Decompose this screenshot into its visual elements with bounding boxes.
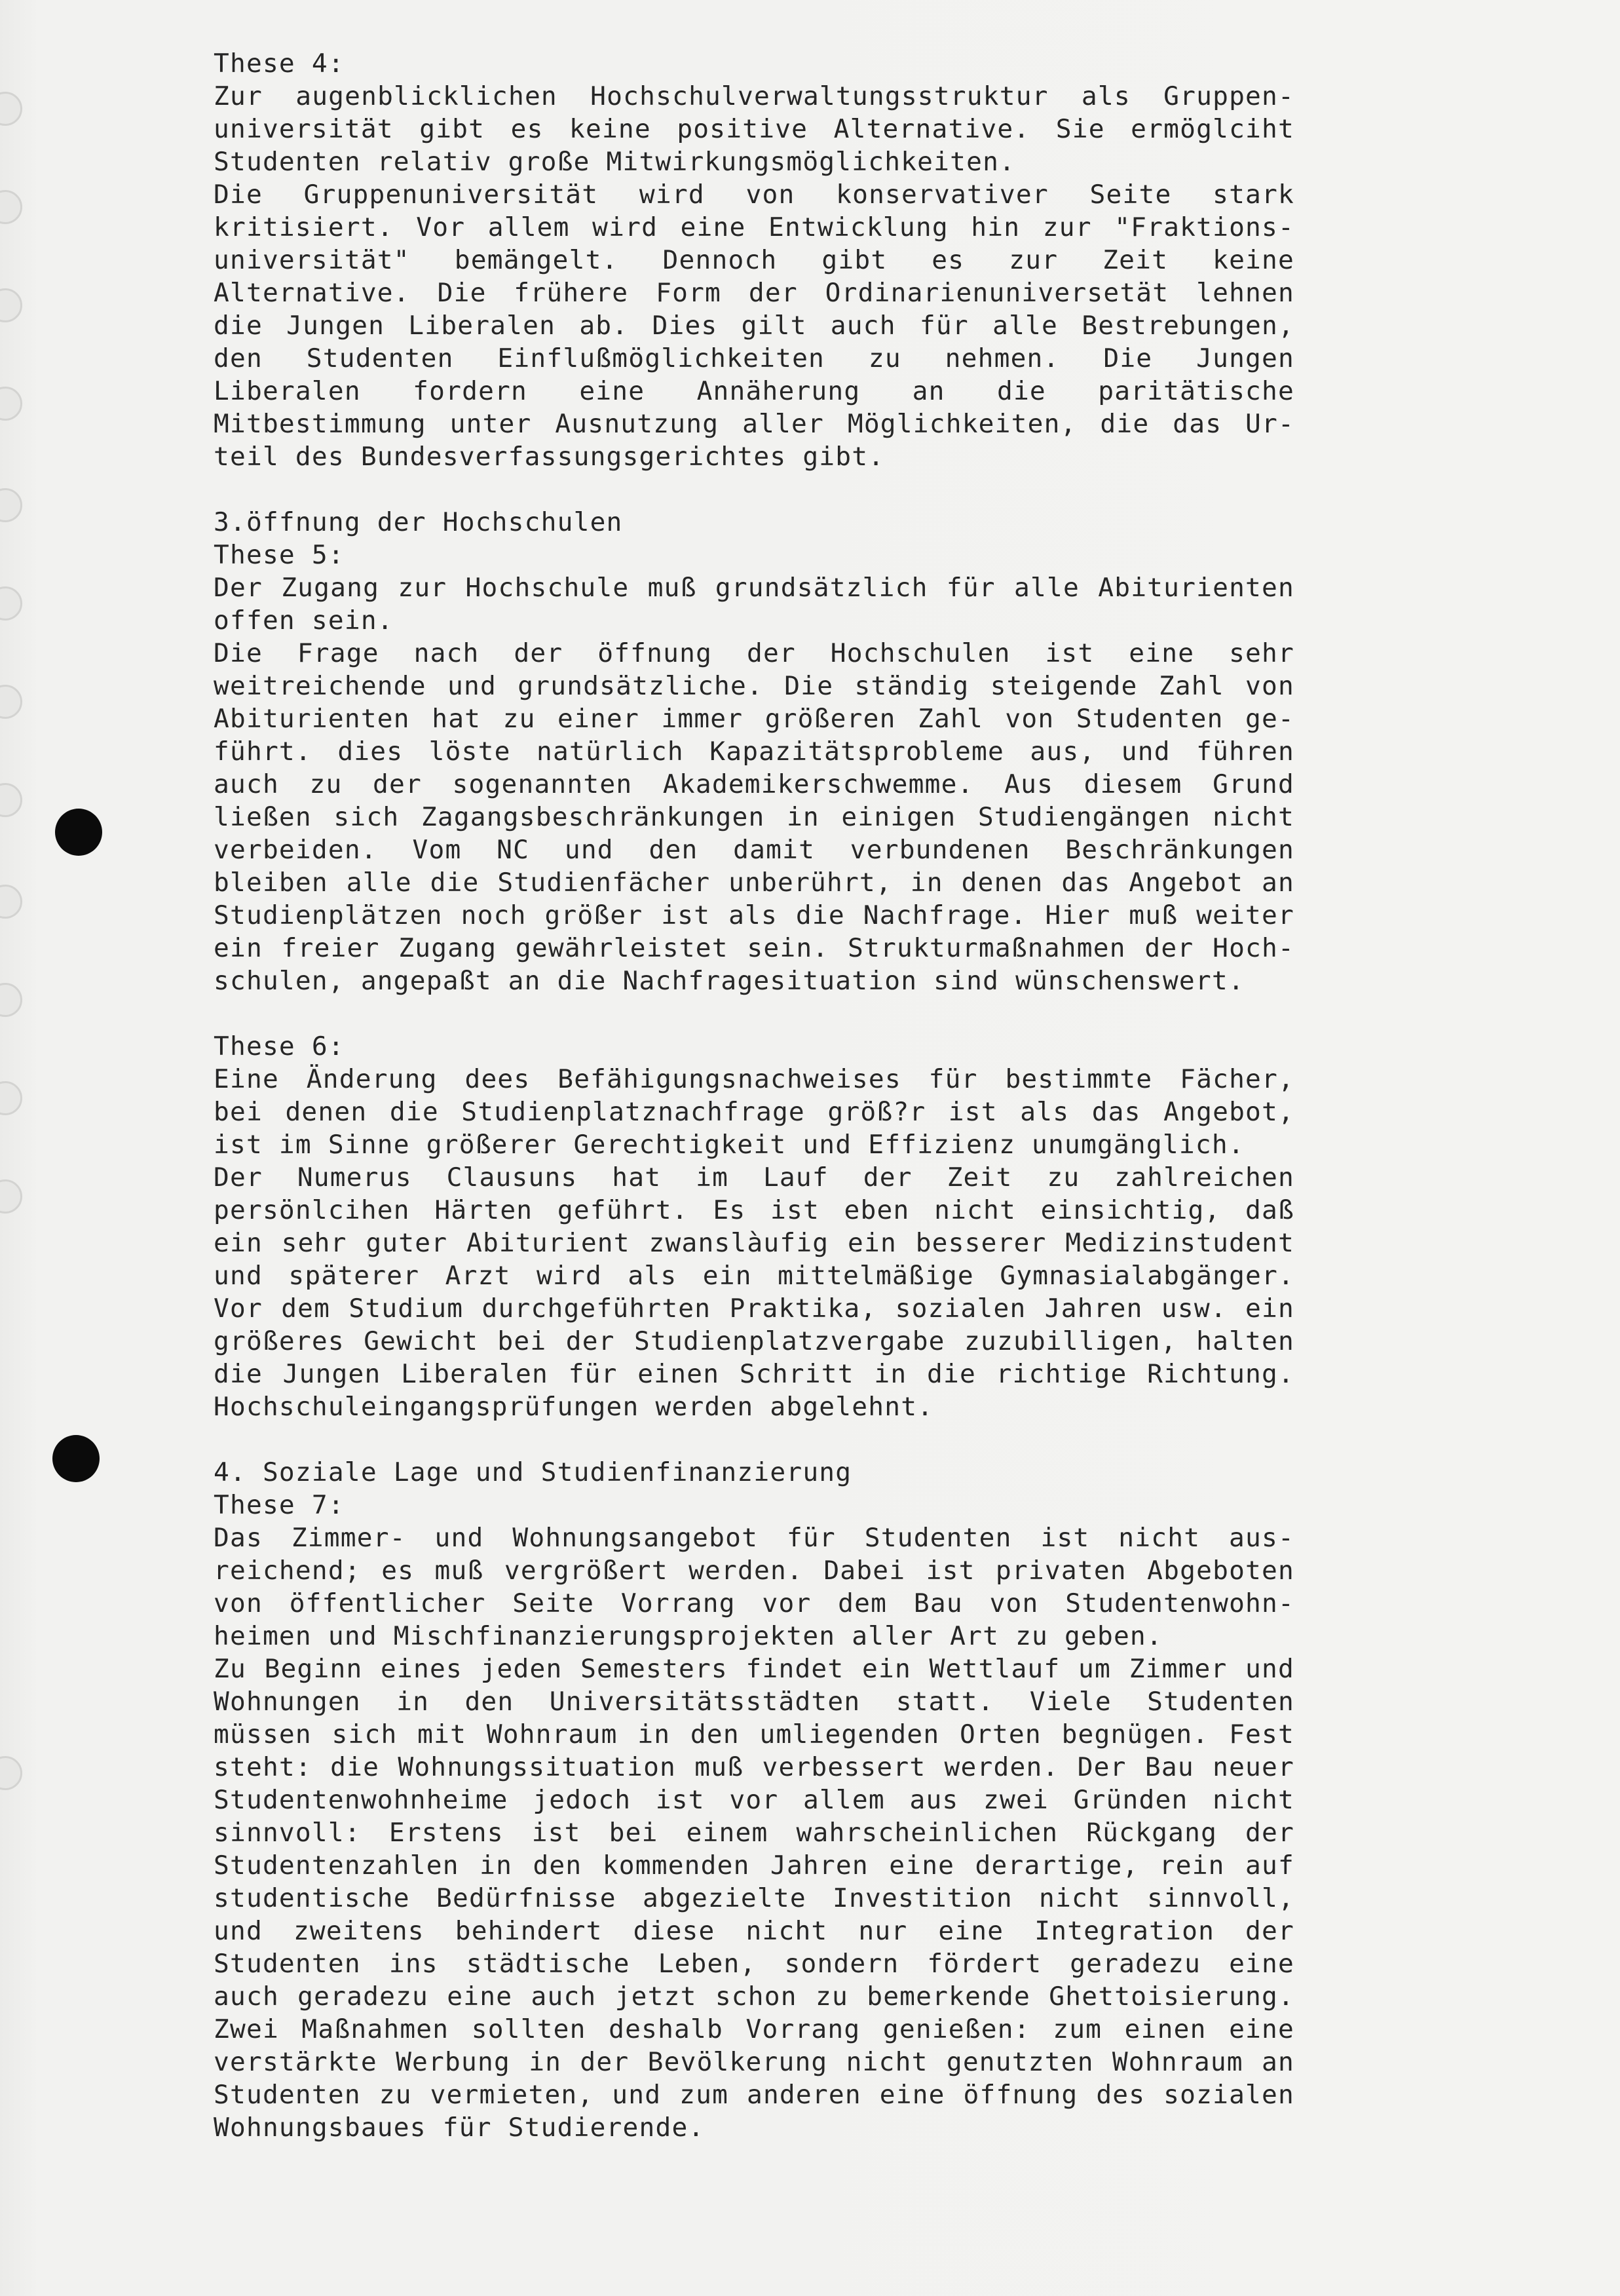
text-block (214, 47, 1294, 473)
text-line: größeres Gewicht bei der Studienplatzvergabe zuzubilligen, halten (214, 1326, 1294, 1356)
document-text (214, 47, 1294, 2144)
text-line: reichend; es muß vergrößert werden. Dabei ist privaten Abgeboten (214, 1556, 1294, 1586)
text-block (214, 506, 1294, 997)
text-line: Zur augenblicklichen Hochschulverwaltungsstruktur als Gruppen- (214, 81, 1294, 111)
text-line: Die Frage nach der öffnung der Hochschulen ist eine sehr (214, 638, 1294, 668)
text-line: und späterer Arzt wird als ein mittelmäßige Gymnasialabgänger. (214, 1261, 1294, 1291)
text-line: universität gibt es keine positive Alternative. Sie ermöglciht (214, 114, 1294, 144)
text-line: Liberalen fordern eine Annäherung an die paritätische (214, 376, 1294, 406)
text-line: Zwei Maßnahmen sollten deshalb Vorrang genießen: zum einen eine (214, 2014, 1294, 2044)
text-line: These 4: (214, 48, 345, 79)
text-line: Wohnungsbaues für Studierende. (214, 2113, 705, 2143)
margin-mark (0, 1179, 22, 1214)
text-line: Studienplätzen noch größer ist als die Nachfrage. Hier muß weiter (214, 900, 1294, 930)
text-line: verstärkte Werbung in der Bevölkerung nicht genutzten Wohnraum an (214, 2047, 1294, 2077)
binding-margin (0, 0, 39, 2296)
text-line: Abiturienten hat zu einer immer größeren Zahl von Studenten ge- (214, 704, 1294, 734)
text-line: 4. Soziale Lage und Studienfinanzierung (214, 1457, 852, 1487)
text-line: heimen und Mischfinanzierungsprojekten aller Art zu geben. (214, 1621, 1163, 1651)
margin-mark (0, 190, 22, 224)
text-line: Alternative. Die frühere Form der Ordinarienuniversetät lehnen (214, 278, 1294, 308)
text-line: persönlcihen Härten geführt. Es ist eben nicht einsichtig, daß (214, 1195, 1294, 1225)
text-block (214, 1456, 1294, 2144)
text-line: Zu Beginn eines jeden Semesters findet ein Wettlauf um Zimmer und (214, 1654, 1294, 1684)
text-line: weitreichende und grundsätzliche. Die ständig steigende Zahl von (214, 671, 1294, 701)
margin-mark (0, 885, 22, 919)
margin-mark (0, 288, 22, 322)
text-line: Studentenwohnheime jedoch ist vor allem aus zwei Gründen nicht (214, 1785, 1294, 1815)
text-line: Hochschuleingangsprüfungen werden abgelehnt. (214, 1392, 934, 1422)
paragraph-gap (214, 473, 1294, 506)
text-line: die Jungen Liberalen ab. Dies gilt auch für alle Bestrebungen, (214, 311, 1294, 341)
text-block (214, 1030, 1294, 1423)
text-line: ließen sich Zagangsbeschränkungen in einigen Studiengängen nicht (214, 802, 1294, 832)
margin-mark (0, 92, 22, 126)
text-line: auch geradezu eine auch jetzt schon zu bemerkende Ghettoisierung. (214, 1981, 1294, 2012)
text-line: steht: die Wohnungssituation muß verbessert werden. Der Bau neuer (214, 1752, 1294, 1782)
text-line: den Studenten Einflußmöglichkeiten zu nehmen. Die Jungen (214, 343, 1294, 373)
text-line: Vor dem Studium durchgeführten Praktika, sozialen Jahren usw. ein (214, 1293, 1294, 1324)
text-line: These 6: (214, 1031, 345, 1062)
text-line: offen sein. (214, 605, 394, 636)
text-line: Mitbestimmung unter Ausnutzung aller Möglichkeiten, die das Ur- (214, 409, 1294, 439)
paragraph-gap (214, 1423, 1294, 1456)
text-line: und zweitens behindert diese nicht nur eine Integration der (214, 1916, 1294, 1946)
text-line: kritisiert. Vor allem wird eine Entwicklung hin zur "Fraktions- (214, 212, 1294, 242)
text-line: müssen sich mit Wohnraum in den umliegenden Orten begnügen. Fest (214, 1719, 1294, 1750)
text-line: Die Gruppenuniversität wird von konservativer Seite stark (214, 180, 1294, 210)
text-line: Der Zugang zur Hochschule muß grundsätzlich für alle Abiturienten (214, 573, 1294, 603)
text-line: Studenten ins städtische Leben, sondern fördert geradezu eine (214, 1949, 1294, 1979)
text-line: teil des Bundesverfassungsgerichtes gibt. (214, 442, 885, 472)
text-line: Das Zimmer- und Wohnungsangebot für Studenten ist nicht aus- (214, 1523, 1294, 1553)
text-line: Der Numerus Clausuns hat im Lauf der Zeit zu zahlreichen (214, 1162, 1294, 1193)
margin-mark (0, 586, 22, 621)
text-line: 3.öffnung der Hochschulen (214, 507, 623, 537)
margin-mark (0, 488, 22, 522)
text-line: schulen, angepaßt an die Nachfragesituation sind wünschenswert. (214, 966, 1245, 996)
text-line: Studenten zu vermieten, und zum anderen eine öffnung des sozialen (214, 2080, 1294, 2110)
text-line: ein sehr guter Abiturient zwanslàufig ein besserer Medizinstudent (214, 1228, 1294, 1258)
margin-mark (0, 783, 22, 817)
text-line: führt. dies löste natürlich Kapazitätsprobleme aus, und führen (214, 737, 1294, 767)
text-line: ein freier Zugang gewährleistet sein. Strukturmaßnahmen der Hoch- (214, 933, 1294, 963)
text-line: Wohnungen in den Universitätsstädten statt. Viele Studenten (214, 1687, 1294, 1717)
text-line: studentische Bedürfnisse abgezielte Investition nicht sinnvoll, (214, 1883, 1294, 1913)
margin-mark (0, 1756, 22, 1790)
text-line: sinnvoll: Erstens ist bei einem wahrscheinlichen Rückgang der (214, 1818, 1294, 1848)
text-line: These 5: (214, 540, 345, 570)
margin-mark (0, 983, 22, 1017)
text-line: die Jungen Liberalen für einen Schritt in die richtige Richtung. (214, 1359, 1294, 1389)
text-line: Studentenzahlen in den kommenden Jahren eine derartige, rein auf (214, 1850, 1294, 1881)
text-line: Studenten relativ große Mitwirkungsmöglichkeiten. (214, 147, 1016, 177)
text-line: bleiben alle die Studienfächer unberührt, in denen das Angebot an (214, 868, 1294, 898)
margin-mark (0, 387, 22, 421)
text-line: bei denen die Studienplatznachfrage größ?r ist als das Angebot, (214, 1097, 1294, 1127)
text-line: These 7: (214, 1490, 345, 1520)
punch-hole (55, 809, 102, 856)
punch-hole (52, 1435, 100, 1482)
text-line: universität" bemängelt. Dennoch gibt es zur Zeit keine (214, 245, 1294, 275)
text-line: verbeiden. Vom NC und den damit verbundenen Beschränkungen (214, 835, 1294, 865)
margin-mark (0, 685, 22, 719)
text-line: auch zu der sogenannten Akademikerschwemme. Aus diesem Grund (214, 769, 1294, 799)
text-line: Eine Änderung dees Befähigungsnachweises für bestimmte Fächer, (214, 1064, 1294, 1094)
paragraph-gap (214, 997, 1294, 1030)
text-line: ist im Sinne größerer Gerechtigkeit und Effizienz unumgänglich. (214, 1130, 1245, 1160)
text-line: von öffentlicher Seite Vorrang vor dem Bau von Studentenwohn- (214, 1588, 1294, 1618)
margin-mark (0, 1081, 22, 1115)
